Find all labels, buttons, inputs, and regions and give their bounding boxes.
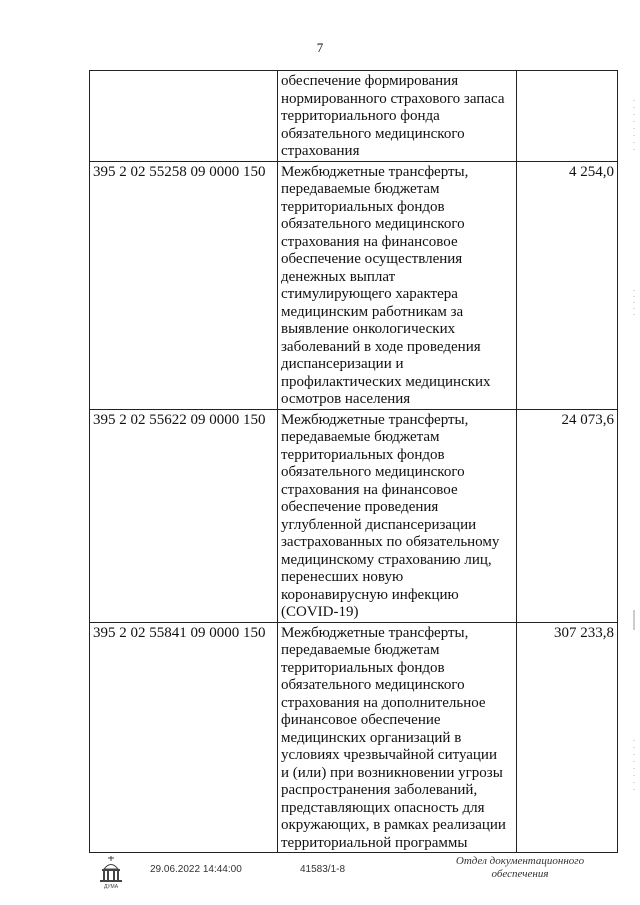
classification-code-cell: 395 2 02 55622 09 0000 150 [90, 409, 278, 622]
description-line: страхования на дополнительное [281, 694, 486, 711]
description-line: профилактических медицинских [281, 373, 491, 390]
description-line: передаваемые бюджетам [281, 181, 440, 197]
description-line: представляющих опасность для [281, 799, 485, 816]
description-line: территориальных фондов [281, 659, 445, 676]
page-footer [0, 852, 640, 902]
classification-code-cell [90, 71, 278, 162]
description-line: территориального фонда [281, 108, 440, 124]
footer-department-line: обеспечения [491, 868, 549, 880]
description-line: Межбюджетные трансферты, [281, 624, 469, 641]
budget-table [89, 70, 618, 853]
description-line: Межбюджетные трансферты, [281, 163, 469, 180]
description-line: осмотров населения [281, 391, 411, 407]
budget-table-body [90, 71, 618, 853]
footer-department-line: Отдел документационного [455, 855, 585, 867]
page-number: 7 [316, 40, 324, 55]
footer-datetime: 29.06.2022 14:44:00 [150, 864, 242, 875]
table-row [90, 71, 618, 162]
classification-code-cell: 395 2 02 55841 09 0000 150 [90, 622, 278, 853]
description-line: обеспечение проведения [281, 499, 439, 515]
amount-cell: 24 073,6 [517, 409, 618, 622]
table-row [90, 622, 618, 853]
description-cell [278, 409, 517, 622]
description-line: диспансеризации и [281, 356, 404, 372]
amount-cell: 4 254,0 [517, 161, 618, 409]
description-line: застрахованных по обязательному [281, 534, 500, 550]
description-line: страхования на финансовое [281, 481, 458, 498]
description-line: обеспечение формирования [281, 73, 459, 89]
description-cell [278, 161, 517, 409]
logo-text: ДУМА [103, 884, 119, 890]
description-line: нормированного страхового запаса [281, 90, 505, 107]
description-line: коронавирусную инфекцию [281, 586, 459, 603]
description-cell [278, 71, 517, 162]
description-line: передаваемые бюджетам [281, 429, 440, 445]
description-line: территориальных фондов [281, 446, 445, 463]
description-line: обязательного медицинского [281, 677, 465, 693]
description-line: медицинскому страхованию лиц, [281, 551, 492, 568]
description-line: обязательного медицинского [281, 216, 465, 232]
footer-doc-number: 41583/1-8 [300, 864, 346, 875]
amount-cell [517, 71, 618, 162]
footer-department [440, 855, 600, 881]
description-line: денежных выплат [281, 268, 396, 285]
description-line: условиях чрезвычайной ситуации [281, 747, 497, 763]
description-line: обеспечение осуществления [281, 251, 463, 267]
table-row [90, 161, 618, 409]
scan-edge-marks [632, 90, 636, 870]
description-line: перенесших новую [281, 569, 404, 585]
table-row [90, 409, 618, 622]
description-line: и (или) при возникновении угрозы [281, 764, 503, 781]
description-line: медицинским работникам за [281, 303, 464, 320]
description-line: финансовое обеспечение [281, 712, 441, 728]
duma-building-icon [96, 854, 126, 890]
description-line: углубленной диспансеризации [281, 516, 477, 533]
description-line: Межбюджетные трансферты, [281, 411, 469, 428]
description-line: выявление онкологических [281, 321, 456, 337]
classification-code-cell: 395 2 02 55258 09 0000 150 [90, 161, 278, 409]
description-line: обязательного медицинского [281, 464, 465, 480]
description-line: территориальной программы [281, 834, 468, 851]
description-line: окружающих, в рамках реализации [281, 817, 506, 833]
description-line: заболеваний в ходе проведения [281, 338, 481, 355]
description-line: территориальных фондов [281, 198, 445, 215]
description-line: передаваемые бюджетам [281, 642, 440, 658]
description-line: страхования [281, 143, 360, 159]
amount-cell: 307 233,8 [517, 622, 618, 853]
description-line: стимулирующего характера [281, 286, 458, 302]
description-line: (COVID-19) [281, 604, 359, 620]
description-line: распространения заболеваний, [281, 782, 478, 798]
description-line: медицинских организаций в [281, 729, 462, 746]
description-line: обязательного медицинского [281, 125, 465, 142]
description-line: страхования на финансовое [281, 233, 458, 250]
description-cell [278, 622, 517, 853]
